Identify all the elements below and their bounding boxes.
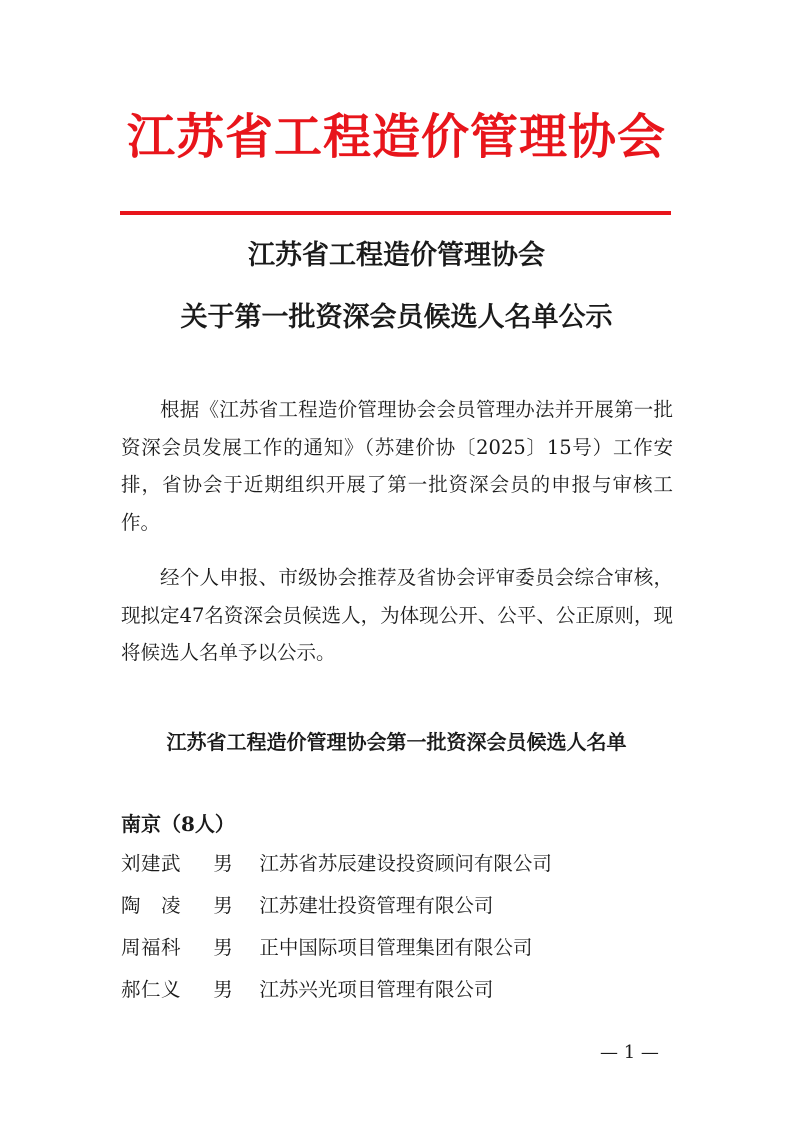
document-title-line-1: 江苏省工程造价管理协会 xyxy=(248,240,545,271)
candidate-row xyxy=(121,845,681,887)
candidate-list-title: 江苏省工程造价管理协会第一批资深会员候选人名单 xyxy=(166,730,627,754)
candidate-name: 刘建武 xyxy=(121,852,182,875)
candidate-row xyxy=(121,887,681,929)
candidate-name: 周福科 xyxy=(121,936,182,959)
section-heading-nanjing: 南京（8人） xyxy=(121,812,235,836)
candidate-row xyxy=(121,929,681,971)
candidate-company: 江苏建壮投资管理有限公司 xyxy=(259,894,494,917)
candidate-row xyxy=(121,971,681,1013)
body-paragraph-2: 经个人申报、市级协会推荐及省协会评审委员会综合审核，现拟定47名资深会员候选人，为体现公开、公平、公正原则，现将候选人名单予以公示。 xyxy=(121,566,673,664)
page-number: — 1 — xyxy=(600,1042,659,1063)
masthead-title: 江苏省工程造价管理协会 xyxy=(126,109,666,165)
document-title-line-2: 关于第一批资深会员候选人名单公示 xyxy=(180,302,613,333)
candidate-name: 郝仁义 xyxy=(121,978,182,1001)
candidate-company: 江苏兴光项目管理有限公司 xyxy=(259,978,494,1001)
candidate-roster xyxy=(121,845,681,1013)
candidate-company: 正中国际项目管理集团有限公司 xyxy=(259,936,533,959)
candidate-gender: 男 xyxy=(213,936,233,959)
candidate-gender: 男 xyxy=(213,852,233,875)
candidate-name: 陶 凌 xyxy=(121,894,182,917)
candidate-company: 江苏省苏辰建设投资顾问有限公司 xyxy=(259,852,552,875)
candidate-gender: 男 xyxy=(213,894,233,917)
body-paragraph-1: 根据《江苏省工程造价管理协会会员管理办法并开展第一批资深会员发展工作的通知》（苏建价协〔2025〕15号）工作安排，省协会于近期组织开展了第一批资深会员的申报与审核工作。 xyxy=(121,398,673,534)
masthead-red-rule xyxy=(120,211,671,215)
candidate-gender: 男 xyxy=(213,978,233,1001)
